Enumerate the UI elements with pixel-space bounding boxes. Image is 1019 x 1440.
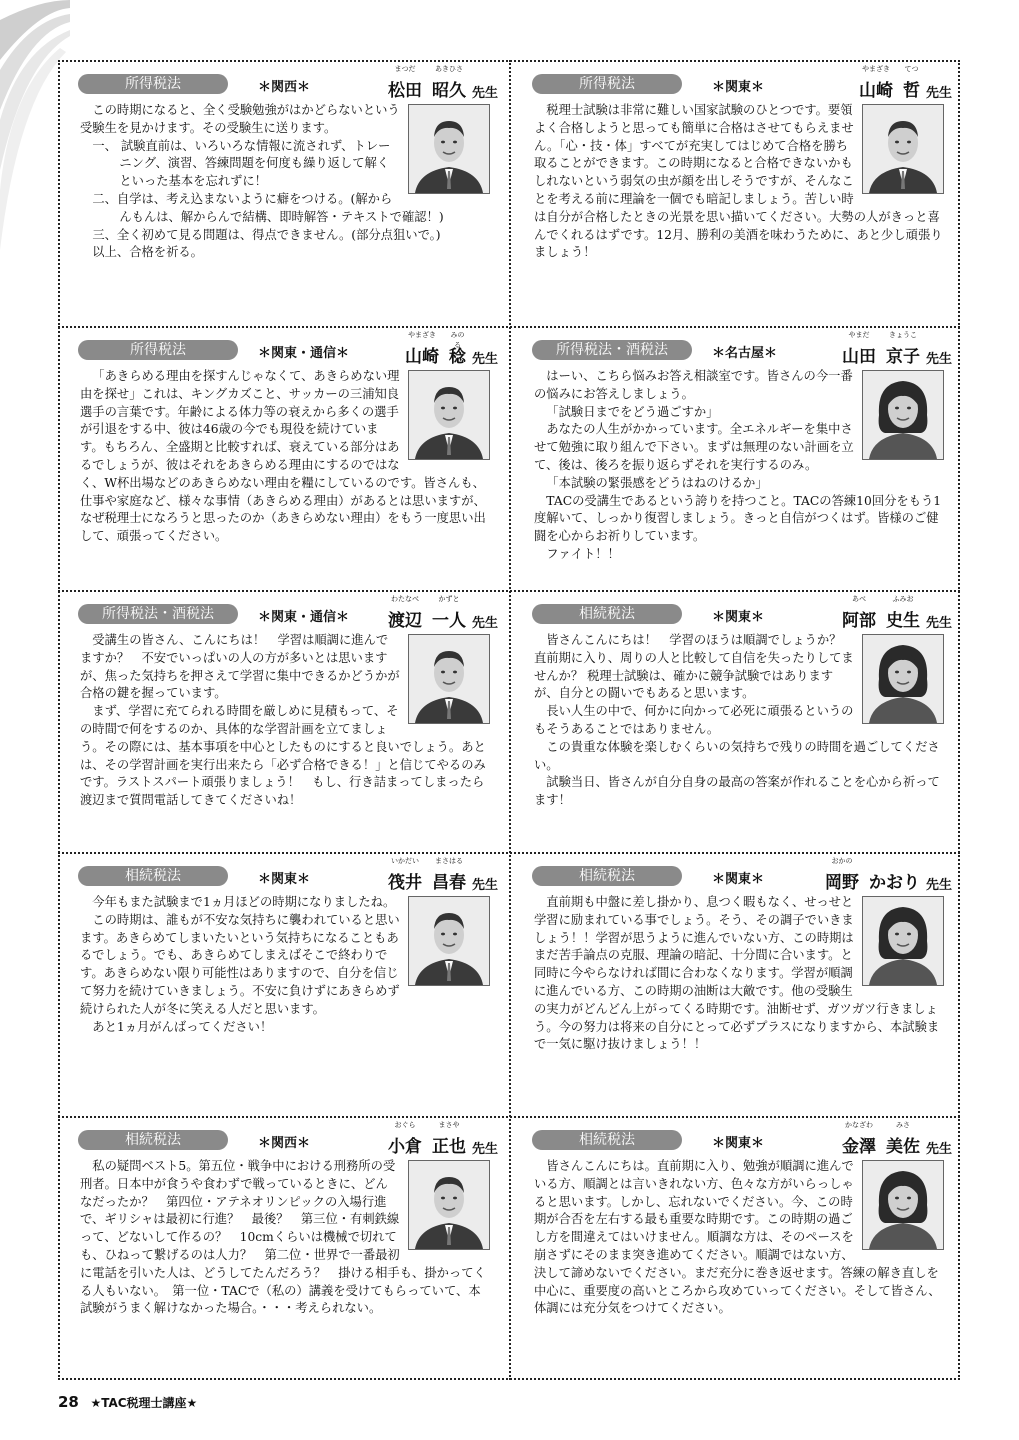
- name-ruby: おぐら: [394, 1121, 416, 1129]
- region-label: ＊関東＊: [712, 610, 765, 625]
- name-kanji: 山田: [841, 347, 876, 367]
- paragraph: 皆さんこんにちは。直前期に入り、勉強が順調に進んでいる方、順調とは言いきれない方、色々な方がいらっしゃると思います。しかし、忘れないでください。今、この時期が合否を左右する最も重要な時期です。この時期の過ごし方を間違えてはいけません。順調な方は、そのペースを崩さずにそのまま突き進めてください。順調ではない方、決して諦めないでください。まだ充分に巻き返せます。答練の解き直しを中心に、重要度の高いところから攻めていってください。そして皆さん、体調には充分気をつけてください。: [534, 1159, 941, 1316]
- teacher-article: [68, 594, 498, 848]
- name-kanji: 京子: [885, 347, 920, 367]
- article-body: [534, 632, 944, 810]
- paragraph: この時期は、誰もが不安な気持ちに襲われていると思います。あきらめてしまいたいという気持ちになることもあるでしょう。でも、あきらめてしまえばそこで終わりです。あきらめない限り可能性はありますので、自分を信じて努力を続けていきましょう。不安に負けずにあきらめず続けられた人が冬に笑える人だと思います。: [80, 912, 400, 1016]
- teacher-name: [388, 1120, 498, 1157]
- teacher-article: [522, 856, 952, 1112]
- sensei-label: 先生: [925, 878, 952, 893]
- teacher-photo: [862, 370, 944, 460]
- name-kanji: 金澤: [841, 1137, 876, 1157]
- name-kanji: かおり: [868, 873, 920, 893]
- name-kanji: 正也: [431, 1137, 466, 1157]
- name-kanji: 昭久: [431, 81, 466, 101]
- subject-label: 相続税法: [532, 604, 682, 624]
- teacher-name: [825, 856, 952, 893]
- page-number: 28: [58, 1393, 79, 1411]
- name-kanji: 昌春: [431, 873, 466, 893]
- name-kanji: 筏井: [387, 873, 422, 893]
- article-body: [80, 102, 490, 262]
- sensei-label: 先生: [925, 1142, 952, 1157]
- paragraph: この時期になると、全く受験勉強がはかどらないという受験生を見かけます。その受験生に送ります。: [80, 103, 400, 135]
- paragraph: ファイト！！: [546, 546, 620, 561]
- page-footer: [58, 1392, 197, 1411]
- teacher-name: [842, 594, 952, 631]
- paragraph: 試験当日、皆さんが自分自身の最高の答案が作れることを心から祈ってます！: [534, 775, 940, 808]
- region-label: ＊関西＊: [258, 80, 311, 95]
- article-body: [534, 102, 944, 262]
- paragraph: あと1ヵ月がんばってください！: [92, 1019, 273, 1034]
- teacher-article: [522, 330, 952, 586]
- name-ruby: おかの: [831, 857, 853, 865]
- paragraph: あなたの人生がかかっています。全エネルギーを集中させて勉強に取り組んで下さい。まずは無理のない計画を立て、後は、後ろを振り返らずそれを実行するのみ。: [534, 422, 854, 472]
- article-header: [522, 856, 952, 893]
- paragraph: 「あきらめる理由を探すんじゃなくて、あきらめない理由を探せ」これは、キングカズこと、サッカーの三浦知良選手の言葉です。年齢による体力等の衰えから多くの選手が引退をする中、彼は46歳の今でも現役を続けています。もちろん、全盛期と比較すれば、衰えている部分はあるでしょうが、彼はそれをあきらめる理由にするのではなく、W杯出場などのあきらめない理由を糧にしているのです。皆さんも、仕事や家庭など、様々な事情（あきらめる理由）があるとは思いますが、なぜ税理士になろうと思ったのか（あきらめない理由）をもう一度思い出して、頑張ってください。: [80, 369, 486, 544]
- paragraph: 「本試験の緊張感をどうはねのけるか」: [546, 475, 768, 490]
- article-header: [522, 594, 952, 631]
- teacher-article: [68, 64, 498, 322]
- name-ruby: わたなべ: [390, 595, 419, 603]
- paragraph: 長い人生の中で、何かに向かって必死に頑張るというのもそうあることではありません。: [534, 704, 854, 736]
- name-ruby: てつ: [904, 65, 919, 73]
- region-label: ＊関東＊: [712, 872, 765, 887]
- article-header: [68, 594, 498, 631]
- name-part: [449, 330, 466, 367]
- name-part: [842, 594, 876, 631]
- name-part: [388, 856, 422, 893]
- publication-name: ★TAC税理士講座★: [90, 1396, 198, 1410]
- article-body: [534, 1158, 944, 1318]
- name-kanji: 稔: [448, 347, 466, 367]
- portrait-image: [409, 1161, 489, 1249]
- portrait-image: [863, 635, 943, 723]
- name-ruby: みのる: [450, 331, 465, 349]
- name-kanji: 阿部: [841, 611, 876, 631]
- name-part: [388, 1120, 422, 1157]
- name-kanji: 史生: [885, 611, 920, 631]
- name-ruby: まさはる: [434, 857, 463, 865]
- subject-label: 相続税法: [532, 1130, 682, 1150]
- teacher-name: [388, 856, 498, 893]
- name-part: [886, 330, 920, 367]
- row-divider: [58, 590, 960, 592]
- article-body: [80, 368, 490, 546]
- name-kanji: 小倉: [387, 1137, 422, 1157]
- name-ruby: まつだ: [394, 65, 416, 73]
- sensei-label: 先生: [471, 878, 498, 893]
- paragraph: 受講生の皆さん、こんにちは！ 学習は順調に進んでますか？ 不安でいっぱいの人の方が多いとは思いますが、焦った気持ちを押さえて学習に集中できるかどうかが合格の鍵を握っています。: [80, 633, 400, 701]
- teacher-photo: [408, 896, 490, 986]
- portrait-image: [863, 897, 943, 985]
- sensei-label: 先生: [471, 616, 498, 631]
- portrait-image: [409, 897, 489, 985]
- name-part: [869, 856, 920, 893]
- name-ruby: かなざわ: [844, 1121, 873, 1129]
- name-part: [859, 64, 893, 101]
- portrait-image: [863, 371, 943, 459]
- paragraph: 直前期も中盤に差し掛かり、息つく暇もなく、せっせと学習に励まれている事でしょう。そう、その調子でいきましょう！！学習が思うように進んでいない方、この時期はまだ苦手論点の克服、理論の暗記、十分間に合います。と同時に今やらなければ間に合わなくなります。学習が順調に進んでいる方、この時期の油断は大敵です。他の受験生の実力がどんどん上がってくる時期です。油断せず、ガツガツ行きましょう。今の努力は将来の自分にとって必ずプラスになりますから、本試験まで一気に駆け抜けましょう！！: [534, 895, 940, 1052]
- paragraph: 以上、合格を祈る。: [92, 245, 203, 260]
- name-ruby: あべ: [851, 595, 866, 603]
- columns-board: [58, 60, 960, 1380]
- name-part: [432, 594, 466, 631]
- article-header: [522, 64, 952, 101]
- region-label: ＊関西＊: [258, 1136, 311, 1151]
- portrait-image: [409, 371, 489, 459]
- name-part: [886, 594, 920, 631]
- paragraph: TACの受講生であるという誇りを持つこと。TACの答練10回分をもう1度解いて、しっかり復習しましょう。きっと自信がつくはず。皆様のご健闘を心からお祈りしています。: [534, 493, 942, 544]
- region-label: ＊関東・通信＊: [258, 610, 350, 625]
- teacher-photo: [408, 370, 490, 460]
- paragraph: 「試験日までをどう過ごすか」: [546, 404, 719, 419]
- name-ruby: やまだ: [848, 331, 870, 339]
- teacher-photo: [862, 634, 944, 724]
- name-ruby: きょうこ: [888, 331, 917, 339]
- teacher-photo: [408, 104, 490, 194]
- paragraph: 税理士試験は非常に難しい国家試験のひとつです。要領よく合格しようと思っても簡単に合格はさせてもらえません。「心・技・体」すべてが充実してはじめて合格を勝ち取ることができます。この時期になると合格できないかもしれないという弱気の虫が顔を出しそうですが、そんなことを考える前に理論を一個でも暗記しましょう。苦しい時は自分が合格したときの光景を思い描いてください。大勢の人がきっと喜んでくれるはずです。12月、勝利の美酒を味わうために、あと少し頑張りましょう！: [534, 103, 943, 260]
- article-body: [80, 632, 490, 810]
- sensei-label: 先生: [471, 1142, 498, 1157]
- article-header: [68, 1120, 498, 1157]
- name-part: [432, 856, 466, 893]
- name-kanji: 山崎: [404, 347, 439, 367]
- name-part: [825, 856, 859, 893]
- name-part: [388, 64, 422, 101]
- name-part: [432, 64, 466, 101]
- name-kanji: 岡野: [824, 873, 859, 893]
- subject-label: 所得税法: [78, 340, 238, 360]
- row-divider: [58, 852, 960, 854]
- teacher-photo: [862, 1160, 944, 1250]
- sensei-label: 先生: [925, 352, 952, 367]
- teacher-article: [522, 594, 952, 848]
- teacher-name: [405, 330, 498, 367]
- name-ruby: ふみお: [892, 595, 914, 603]
- name-part: [842, 1120, 876, 1157]
- column-divider: [509, 60, 511, 1380]
- paragraph: 二、自学は、考え込まないように癖をつける。(解からんもんは、解からんで結構、即時解答・テキストで確認！): [92, 191, 444, 224]
- region-label: ＊関東＊: [712, 80, 765, 95]
- paragraph: まず、学習に充てられる時間を厳しめに見積もって、その時間で何をするのか、具体的な学習計画を立てましょう。その際には、基本事項を中心としたものにすると良いでしょう。あとは、その学習計画を実行出来たら「必ず合格できる！」と信じてやるのみです。ラストスパート頑張りましょう！ もし、行き詰まってしまったら渡辺まで質問電話してきてくださいね！: [80, 704, 486, 808]
- teacher-name: [388, 594, 498, 631]
- name-kanji: 山崎: [858, 81, 893, 101]
- name-ruby: やまざき: [861, 65, 890, 73]
- name-ruby: みさ: [895, 1121, 910, 1129]
- teacher-name: [842, 330, 952, 367]
- row-divider: [58, 1116, 960, 1118]
- teacher-photo: [862, 896, 944, 986]
- teacher-photo: [862, 104, 944, 194]
- paragraph: この貴重な体験を楽しむくらいの気持ちで残りの時間を過ごしてください。: [534, 739, 940, 772]
- article-header: [522, 1120, 952, 1157]
- name-kanji: 美佐: [885, 1137, 920, 1157]
- subject-label: 所得税法・酒税法: [78, 604, 238, 624]
- teacher-article: [68, 1120, 498, 1376]
- name-kanji: 松田: [387, 81, 422, 101]
- row-divider: [58, 326, 960, 328]
- sensei-label: 先生: [925, 616, 952, 631]
- sensei-label: 先生: [925, 86, 952, 101]
- name-kanji: 一人: [431, 611, 466, 631]
- sensei-label: 先生: [471, 352, 498, 367]
- paragraph: 一、 試験直前は、いろいろな情報に流されず、トレーニング、演習、答練問題を何度も繰り返して解くといった基本を忘れずに！: [92, 138, 391, 189]
- portrait-image: [409, 635, 489, 723]
- teacher-photo: [408, 1160, 490, 1250]
- region-label: ＊名古屋＊: [712, 346, 778, 361]
- portrait-image: [863, 105, 943, 193]
- region-label: ＊関東＊: [258, 872, 311, 887]
- portrait-image: [409, 105, 489, 193]
- article-header: [522, 330, 952, 367]
- region-label: ＊関東＊: [712, 1136, 765, 1151]
- subject-label: 所得税法・酒税法: [532, 340, 692, 360]
- name-part: [842, 330, 876, 367]
- teacher-article: [68, 330, 498, 586]
- paragraph: 三、全く初めて見る問題は、得点できません。(部分点狙いで。): [92, 227, 441, 242]
- paragraph: はーい、こちら悩みお答え相談室です。皆さんの今一番の悩みにお答えしましょう。: [534, 369, 853, 401]
- teacher-article: [522, 64, 952, 322]
- subject-label: 所得税法: [78, 74, 228, 94]
- teacher-article: [68, 856, 498, 1112]
- paragraph: 今年もまた試験まで1ヵ月ほどの時期になりましたね。: [92, 895, 396, 909]
- subject-label: 相続税法: [78, 866, 228, 886]
- article-header: [68, 330, 498, 367]
- name-part: [886, 1120, 920, 1157]
- name-ruby: かずと: [438, 595, 460, 603]
- article-body: [534, 368, 944, 564]
- article-header: [68, 856, 498, 893]
- sensei-label: 先生: [471, 86, 498, 101]
- name-ruby: あきひさ: [434, 65, 463, 73]
- subject-label: 相続税法: [78, 1130, 228, 1150]
- paragraph: 私の疑問ベスト5。第五位・戦争中における刑務所の受刑者。日本中が食うや食わずで戦っているときに、どんなだったか？ 第四位・アテネオリンピックの入場行進で、ギリシャは最初に行進？ 最後？ 第三位・有刺鉄線って、どないして作るの？ 10cmくらいは機械で切れても、ひねって繋げるのは人力？ 第二位・世界で一番最初に電話を引いた人は、どうしてたんだろう？ 掛ける相手も、掛かってくる人もいない。 第一位・TACで（私の）講義を受けてもらっていて、本試験がうまく解けなかった場合。・・・考えられない。: [80, 1159, 486, 1316]
- teacher-article: [522, 1120, 952, 1376]
- teacher-photo: [408, 634, 490, 724]
- name-ruby: いかだい: [390, 857, 419, 865]
- name-ruby: やまざき: [407, 331, 436, 339]
- name-kanji: 渡辺: [387, 611, 422, 631]
- name-kanji: 哲: [902, 81, 920, 101]
- teacher-name: [842, 1120, 952, 1157]
- article-body: [80, 894, 490, 1036]
- region-label: ＊関東・通信＊: [258, 346, 350, 361]
- paragraph: 皆さんこんにちは！ 学習のほうは順調でしょうか？ 直前期に入り、周りの人と比較して自信を失ったりしてませんか？ 税理士試験は、確かに競争試験ではありますが、自分との闘いでもあると思います。: [534, 633, 854, 701]
- teacher-name: [388, 64, 498, 101]
- article-header: [68, 64, 498, 101]
- article-body: [80, 1158, 490, 1318]
- teacher-name: [859, 64, 952, 101]
- name-part: [903, 64, 920, 101]
- article-body: [534, 894, 944, 1054]
- name-part: [405, 330, 439, 367]
- name-part: [388, 594, 422, 631]
- subject-label: 相続税法: [532, 866, 682, 886]
- portrait-image: [863, 1161, 943, 1249]
- name-part: [432, 1120, 466, 1157]
- name-ruby: まさや: [438, 1121, 460, 1129]
- subject-label: 所得税法: [532, 74, 682, 94]
